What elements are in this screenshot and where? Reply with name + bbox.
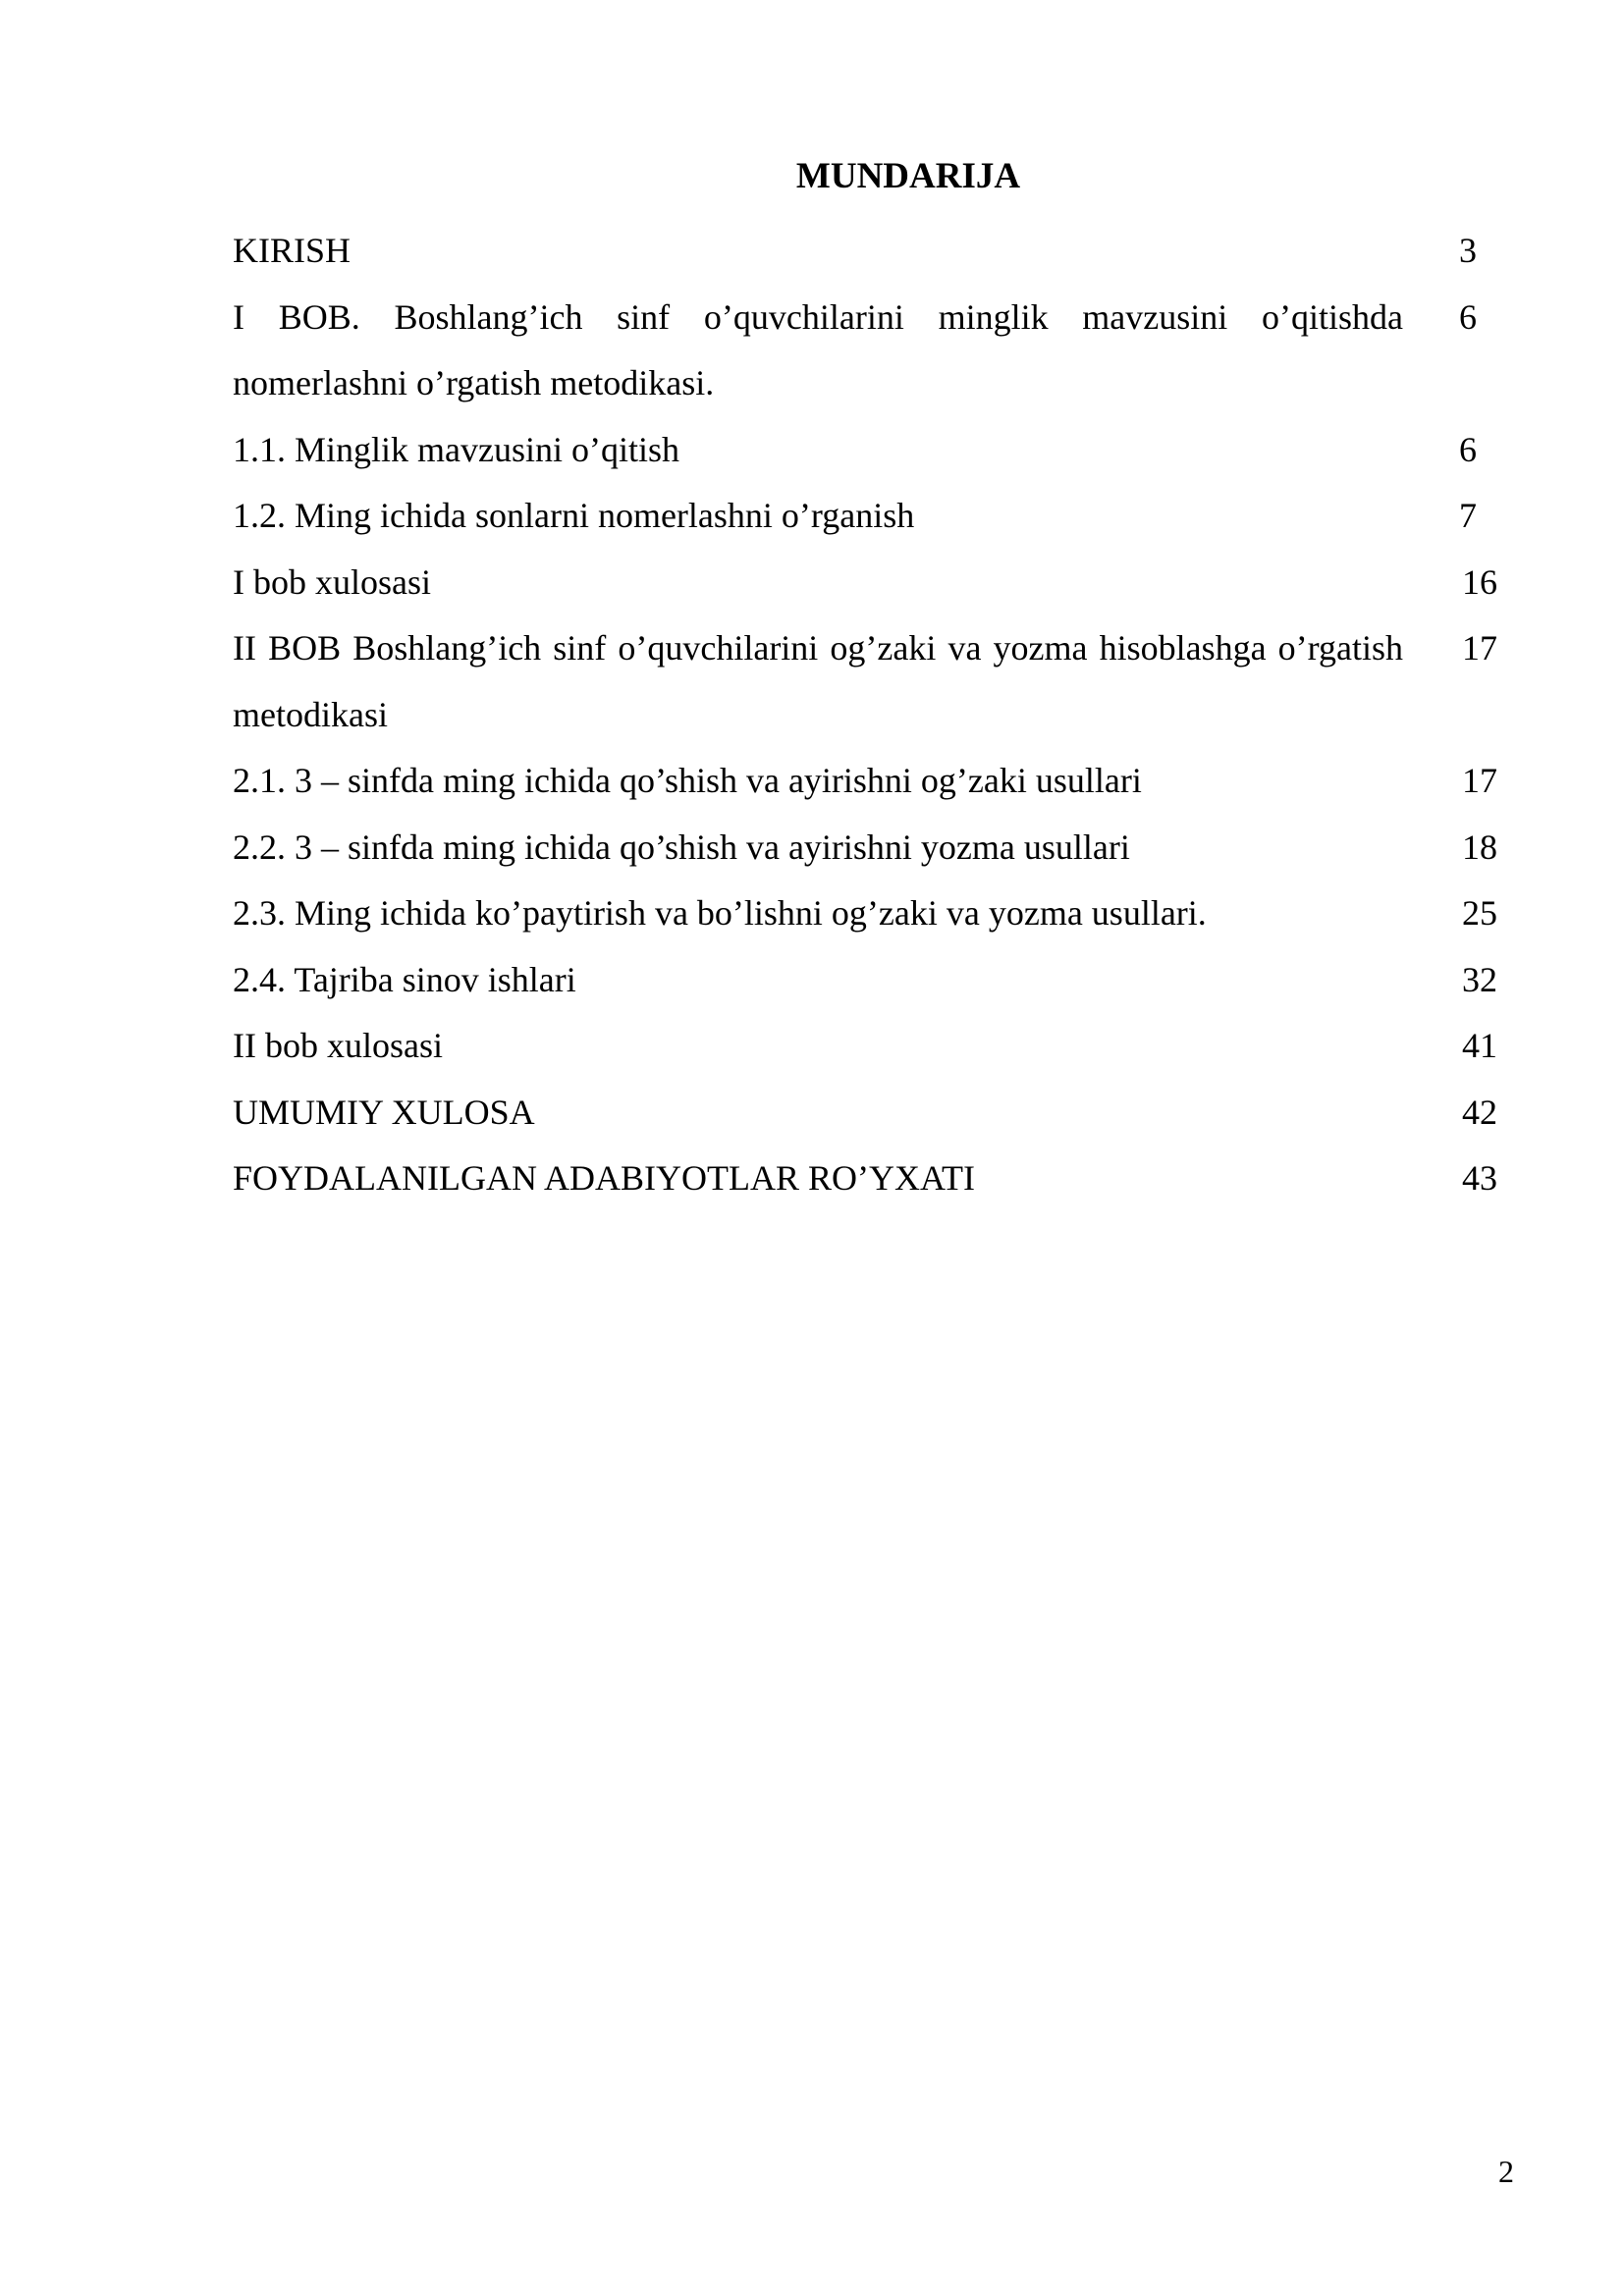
toc-entry-page: 17 [1462,761,1497,800]
toc-title: MUNDARIJA [795,156,1021,196]
toc-entry-text: 2.2. 3 – sinfda ming ichida qo’shish va ayirishni yozma usullari [233,827,1130,867]
toc-entry-page: 16 [1462,561,1497,602]
toc-entry-page: 7 [1459,496,1477,535]
toc-entry-text: UMUMIY XULOSA [233,1092,535,1132]
toc-entry-2-3 [233,881,1499,947]
toc-entry-page: 25 [1462,893,1497,933]
toc-entry-text: II BOB Boshlang’ich sinf o’quvchilarini og’zaki va yozma hisoblashga o’rgatish metodikasi [233,628,1403,734]
toc-entry-chapter-2-summary [233,1013,1499,1080]
table-of-contents [233,218,1499,1212]
toc-entry-page: 6 [1459,296,1477,337]
page-number: 2 [1498,2154,1514,2189]
toc-entry-2-1 [233,748,1499,815]
toc-entry-page: 43 [1462,1158,1497,1198]
toc-entry-page: 3 [1459,231,1477,270]
toc-entry-chapter-1 [233,285,1499,417]
toc-entry-text: I bob xulosasi [233,561,431,602]
toc-entry-page: 32 [1462,959,1497,999]
toc-entry-text: FOYDALANILGAN ADABIYOTLAR RO’YXATI [233,1158,975,1198]
toc-entry-text: I BOB. Boshlang’ich sinf o’quvchilarini minglik mavzusini o’qitishda nomerlashni o’rgatish metodikasi. [233,296,1403,402]
toc-entry-page: 17 [1462,628,1497,667]
toc-entry-page: 18 [1462,827,1497,867]
toc-entry-text: 1.1. Minglik mavzusini o’qitish [233,429,679,469]
toc-entry-text: II bob xulosasi [233,1026,443,1065]
toc-entry-2-2 [233,815,1499,881]
toc-entry-general-conclusion [233,1080,1499,1147]
toc-entry-chapter-1-summary [233,550,1499,616]
toc-entry-text: KIRISH [233,231,352,270]
toc-entry-1-2 [233,483,1499,550]
toc-entry-page: 6 [1459,429,1477,469]
toc-entry-text: 2.3. Ming ichida ko’paytirish va bo’lishni og’zaki va yozma usullari. [233,893,1207,933]
toc-entry-1-1 [233,417,1499,484]
toc-entry-text: 1.2. Ming ichida sonlarni nomerlashni o’rganish [233,496,915,535]
toc-entry-text: 2.4. Tajriba sinov ishlari [233,959,576,999]
toc-entry-bibliography [233,1146,1499,1212]
toc-entry-2-4 [233,947,1499,1014]
toc-entry-kirish [233,218,1499,285]
toc-entry-page: 41 [1462,1026,1497,1065]
toc-entry-page: 42 [1462,1092,1497,1132]
toc-entry-chapter-2 [233,615,1499,748]
toc-entry-text: 2.1. 3 – sinfda ming ichida qo’shish va ayirishni og’zaki usullari [233,761,1142,800]
